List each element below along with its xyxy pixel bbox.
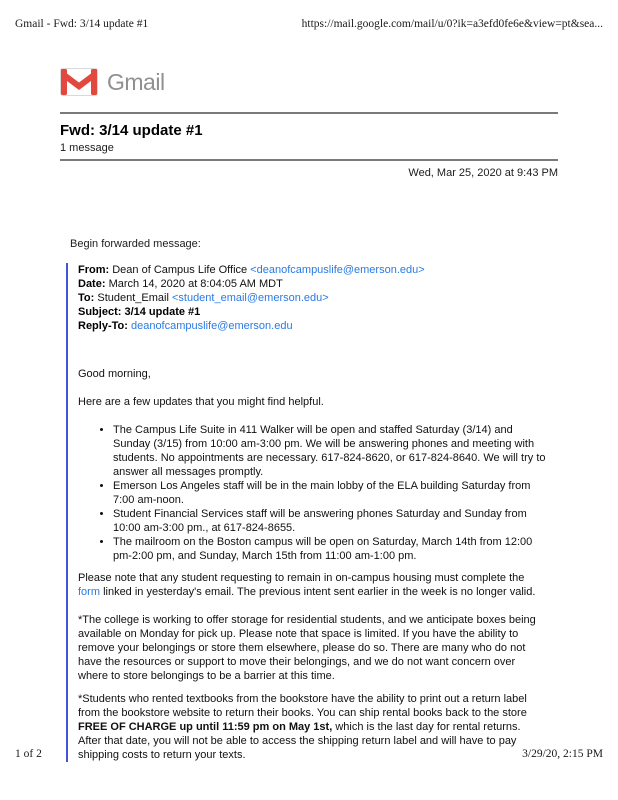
print-timestamp: 3/29/20, 2:15 PM	[522, 748, 603, 760]
list-item-financial-services: • Student Financial Services staff will be answering phones Saturday and Sunday from 10:00 am-3:00 pm., at 617-824-8655.	[113, 507, 546, 535]
divider-subject	[60, 159, 558, 161]
list-item-ela: • Emerson Los Angeles staff will be in the main lobby of the ELA building Saturday from 7:00 am-noon.	[113, 479, 546, 507]
received-date: Wed, Mar 25, 2020 at 9:43 PM	[408, 167, 558, 179]
email-print-content	[60, 68, 558, 762]
quoted-message	[66, 263, 546, 762]
housing-text-pre: Please note that any student requesting to remain in on-campus housing must complete the	[78, 572, 525, 584]
to-email-link[interactable]: <student_email@emerson.edu>	[171, 292, 329, 304]
from-label: From:	[78, 264, 110, 276]
header-from	[78, 263, 546, 277]
page-number: 1 of 2	[15, 748, 42, 760]
divider-top	[60, 112, 558, 114]
housing-paragraph	[78, 571, 546, 599]
housing-text-post: linked in yesterday's email. The previous intent sent earlier in the week is no longer valid.	[103, 586, 536, 598]
header-subject	[78, 305, 546, 319]
subject-value: 3/14 update #1	[124, 306, 201, 318]
greeting-text: Good morning,	[78, 368, 151, 380]
free-of-charge-bold: FREE OF CHARGE up until 11:59 pm on May 1st,	[78, 721, 333, 733]
gmail-wordmark: Gmail	[107, 68, 165, 95]
update-list	[78, 423, 546, 563]
print-header	[15, 18, 603, 30]
from-email-link[interactable]: <deanofcampuslife@emerson.edu>	[250, 264, 425, 276]
gmail-logo	[60, 68, 558, 96]
subject-heading: Fwd: 3/14 update #1	[60, 122, 203, 139]
date-label: Date:	[78, 278, 106, 290]
header-date	[78, 277, 546, 291]
storage-paragraph: *The college is working to offer storage for residential students, and we anticipate boxes being available on Monday for pick up. Please note that space is limited. If you have the ability to remove your belongings or store them elsewhere, please do so. There are many who do not have the resources or support to move their belongings, and we do not want concern over where to store belongings to be a barrier at this time.	[78, 614, 536, 682]
to-name: Student_Email	[97, 292, 169, 304]
replyto-label: Reply-To:	[78, 320, 128, 332]
form-link[interactable]: form	[78, 586, 100, 598]
list-item-mailroom: • The mailroom on the Boston campus will be open on Saturday, March 14th from 12:00 pm-2:00 pm, and Sunday, March 15th from 11:00 am-1:00 pm.	[113, 535, 546, 563]
date-value: March 14, 2020 at 8:04:05 AM MDT	[108, 278, 283, 290]
subject-label: Subject:	[78, 306, 122, 318]
books-text-post: which is the last day for rental returns. After that date, you will not be able to access the shipping return label and will have to pay shipping costs to return your texts.	[78, 721, 521, 761]
print-header-url: https://mail.google.com/mail/u/0?ik=a3efd0fe6e&view=pt&sea...	[301, 18, 603, 30]
header-reply-to	[78, 319, 546, 333]
gmail-envelope-icon	[60, 68, 98, 96]
books-text-pre: *Students who rented textbooks from the bookstore have the ability to print out a return label from the bookstore website to return their books. You can ship rental books back to the store	[78, 693, 527, 719]
replyto-email-link[interactable]: deanofcampuslife@emerson.edu	[130, 320, 293, 332]
message-count: 1 message	[60, 142, 114, 154]
to-label: To:	[78, 292, 95, 304]
list-item-campus-life: • The Campus Life Suite in 411 Walker will be open and staffed Saturday (3/14) and Sunday (3/15) from 10:00 am-3:00 pm. We will be answering phones and meeting with students. No appointments are necessary. 617-824-8620, or 617-824-8640. We will try to answer all messages promptly.	[113, 423, 546, 479]
print-header-title: Gmail - Fwd: 3/14 update #1	[15, 18, 149, 30]
print-footer	[15, 748, 603, 760]
begin-forwarded-line: Begin forwarded message:	[70, 238, 201, 250]
from-name: Dean of Campus Life Office	[112, 264, 248, 276]
intro-text: Here are a few updates that you might find helpful.	[78, 396, 324, 408]
header-to	[78, 291, 546, 305]
